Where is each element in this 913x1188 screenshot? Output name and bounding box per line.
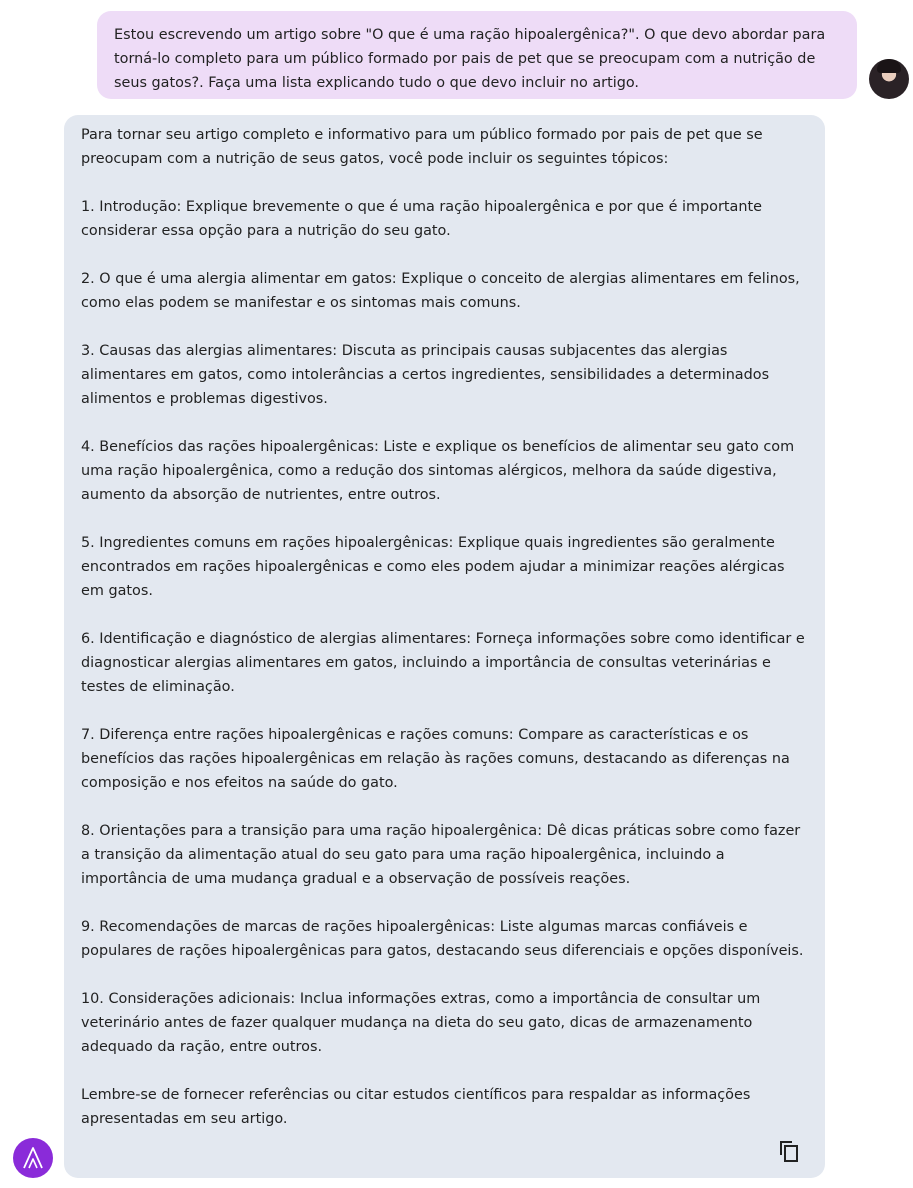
list-item: 9. Recomendações de marcas de rações hipoalergênicas: Liste algumas marcas confiáveis e populares de rações hipoalergênicas para gatos, destacando seus diferenciais e opções disponíveis. [81, 919, 804, 959]
assistant-avatar [13, 1138, 53, 1178]
copy-icon [776, 1138, 802, 1164]
list-item: 3. Causas das alergias alimentares: Discuta as principais causas subjacentes das alergias alimentares em gatos, como intolerâncias a certos ingredientes, sensibilidades a determinados alimentos e problemas digestivos. [81, 343, 770, 407]
assistant-message-bubble [64, 115, 825, 1178]
list-item: 2. O que é uma alergia alimentar em gatos: Explique o conceito de alergias alimentares em felinos, como elas podem se manifestar e os sintomas mais comuns. [81, 271, 800, 311]
user-message-bubble [97, 11, 857, 99]
copy-button[interactable] [776, 1138, 802, 1164]
list-item: 1. Introdução: Explique brevemente o que é uma ração hipoalergênica e por que é importante considerar essa opção para a nutrição do seu gato. [81, 199, 762, 239]
list-item: 8. Orientações para a transição para uma ração hipoalergênica: Dê dicas práticas sobre como fazer a transição da alimentação atual do seu gato para uma ração hipoalergênica, incluindo a importância de uma mudança gradual e a observação de possíveis reações. [81, 823, 801, 887]
assistant-closing: Lembre-se de fornecer referências ou citar estudos científicos para respaldar as informações apresentadas em seu artigo. [81, 1087, 751, 1127]
list-item: 5. Ingredientes comuns em rações hipoalergênicas: Explique quais ingredientes são geralmente encontrados em rações hipoalergênicas e como eles podem ajudar a minimizar reações alérgicas em gatos. [81, 535, 785, 599]
list-item: 7. Diferença entre rações hipoalergênicas e rações comuns: Compare as características e os benefícios das rações hipoalergênicas em relação às rações comuns, destacando as diferenças na composição e nos efeitos na saúde do gato. [81, 727, 790, 791]
list-item: 6. Identificação e diagnóstico de alergias alimentares: Forneça informações sobre como identificar e diagnosticar alergias alimentares em gatos, incluindo a importância de consultas veterinárias e testes de eliminação. [81, 631, 805, 695]
list-item: 4. Benefícios das rações hipoalergênicas: Liste e explique os benefícios de alimentar seu gato com uma ração hipoalergênica, como a redução dos sintomas alérgicos, melhora da saúde digestiva, aumento da absorção de nutrientes, entre outros. [81, 439, 795, 503]
assistant-logo-icon [20, 1145, 46, 1171]
assistant-intro: Para tornar seu artigo completo e informativo para um público formado por pais de pet que se preocupam com a nutrição de seus gatos, você pode incluir os seguintes tópicos: [81, 127, 763, 167]
user-avatar[interactable] [869, 59, 909, 99]
list-item: 10. Considerações adicionais: Inclua informações extras, como a importância de consultar um veterinário antes de fazer qualquer mudança na dieta do seu gato, dicas de armazenamento adequado da ração, entre outros. [81, 991, 761, 1055]
user-message-text: Estou escrevendo um artigo sobre "O que é uma ração hipoalergênica?". O que devo abordar para torná-lo completo para um público formado por pais de pet que se preocupam com a nutrição de seus gatos?. Faça uma lista explicando tudo o que devo incluir no artigo. [114, 27, 826, 91]
